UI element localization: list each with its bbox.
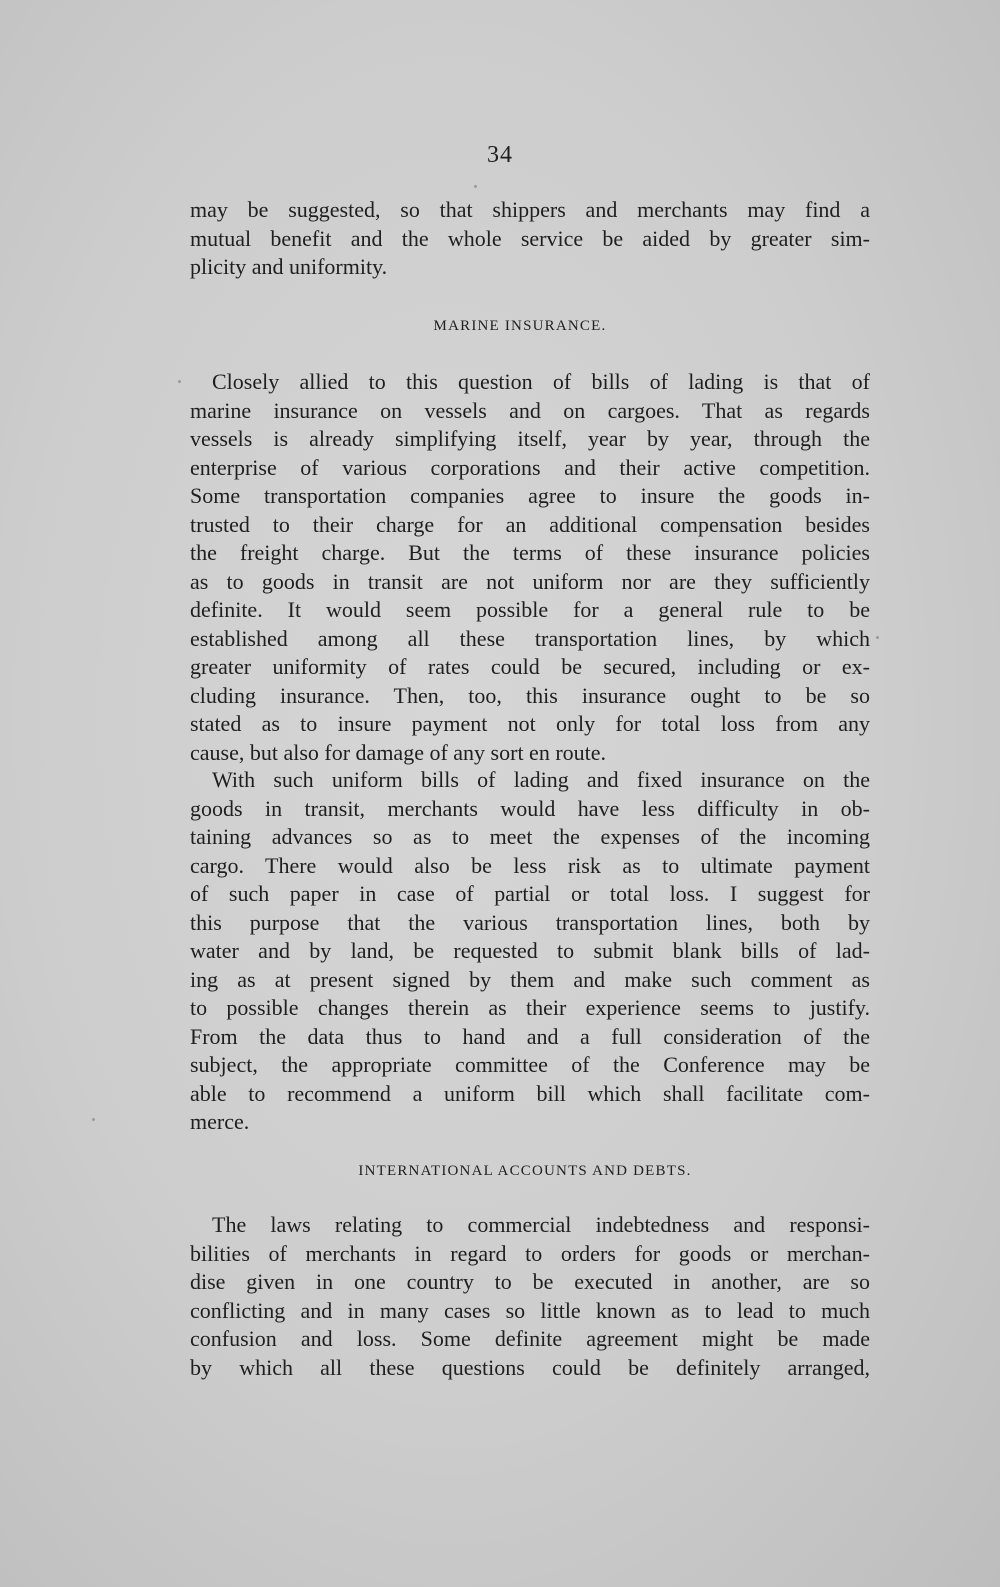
paper-speck: [876, 636, 879, 639]
text-line: Some transportation companies agree to insure the goods in-: [190, 483, 870, 508]
text-line: confusion and loss. Some definite agreement might be made: [190, 1326, 870, 1351]
text-line: definite. It would seem possible for a general rule to be: [190, 597, 870, 622]
text-line: plicity and uniformity.: [190, 254, 388, 279]
text-line: bilities of merchants in regard to orders for goods or merchan-: [190, 1240, 870, 1266]
text-line: to possible changes therein as their experience seems to justify.: [190, 995, 870, 1020]
text-line: dise given in one country to be executed in another, are so: [190, 1269, 870, 1294]
page-number: 34: [487, 142, 513, 168]
marine-insurance-paragraph-2: [190, 766, 870, 1137]
text-line: cause, but also for damage of any sort en route.: [190, 739, 607, 765]
marine-insurance-paragraph-1: [190, 368, 870, 767]
text-line: water and by land, be requested to submit blank bills of lad-: [190, 938, 870, 963]
section-heading-international-accounts: INTERNATIONAL ACCOUNTS AND DEBTS.: [358, 1163, 692, 1179]
text-line: taining advances so as to meet the expenses of the incoming: [190, 824, 870, 849]
paper-speck: [178, 380, 181, 383]
text-line: by which all these questions could be definitely arranged,: [190, 1354, 870, 1380]
text-line: able to recommend a uniform bill which shall facilitate com-: [190, 1080, 870, 1106]
text-line: stated as to insure payment not only for total loss from any: [190, 711, 870, 736]
text-line: The laws relating to commercial indebtedness and responsi-: [212, 1212, 870, 1237]
text-line: greater uniformity of rates could be secured, including or ex-: [190, 654, 870, 679]
text-line: mutual benefit and the whole service be aided by greater sim-: [190, 225, 870, 251]
paper-speck: [92, 1118, 95, 1121]
text-line: as to goods in transit are not uniform nor are they sufficiently: [190, 568, 870, 594]
text-line: merce.: [190, 1109, 250, 1134]
international-accounts-paragraph-1: [190, 1211, 870, 1382]
text-line: may be suggested, so that shippers and merchants may find a: [190, 197, 870, 222]
text-line: trusted to their charge for an additional compensation besides: [190, 511, 870, 537]
text-line: subject, the appropriate committee of the Conference may be: [190, 1052, 870, 1077]
text-line: With such uniform bills of lading and fixed insurance on the: [212, 767, 870, 792]
text-line: Closely allied to this question of bills of lading is that of: [212, 369, 870, 394]
text-line: established among all these transportation lines, by which: [190, 625, 870, 651]
text-line: goods in transit, merchants would have less difficulty in ob-: [190, 795, 870, 821]
text-line: this purpose that the various transportation lines, both by: [190, 909, 870, 935]
text-line: the freight charge. But the terms of these insurance policies: [190, 540, 870, 565]
paper-speck: [474, 185, 477, 188]
text-line: cluding insurance. Then, too, this insurance ought to be so: [190, 682, 870, 708]
text-line: ing as at present signed by them and make such comment as: [190, 966, 870, 992]
text-line: vessels is already simplifying itself, year by year, through the: [190, 426, 870, 451]
text-line: cargo. There would also be less risk as to ultimate payment: [190, 852, 870, 878]
text-line: enterprise of various corporations and their active competition.: [190, 454, 870, 480]
intro-paragraph: [190, 196, 870, 282]
text-line: conflicting and in many cases so little known as to lead to much: [190, 1297, 870, 1323]
text-line: of such paper in case of partial or total loss. I suggest for: [190, 881, 870, 906]
text-line: From the data thus to hand and a full consideration of the: [190, 1023, 870, 1049]
section-heading-marine-insurance: MARINE INSURANCE.: [433, 318, 607, 334]
text-line: marine insurance on vessels and on cargoes. That as regards: [190, 397, 870, 423]
